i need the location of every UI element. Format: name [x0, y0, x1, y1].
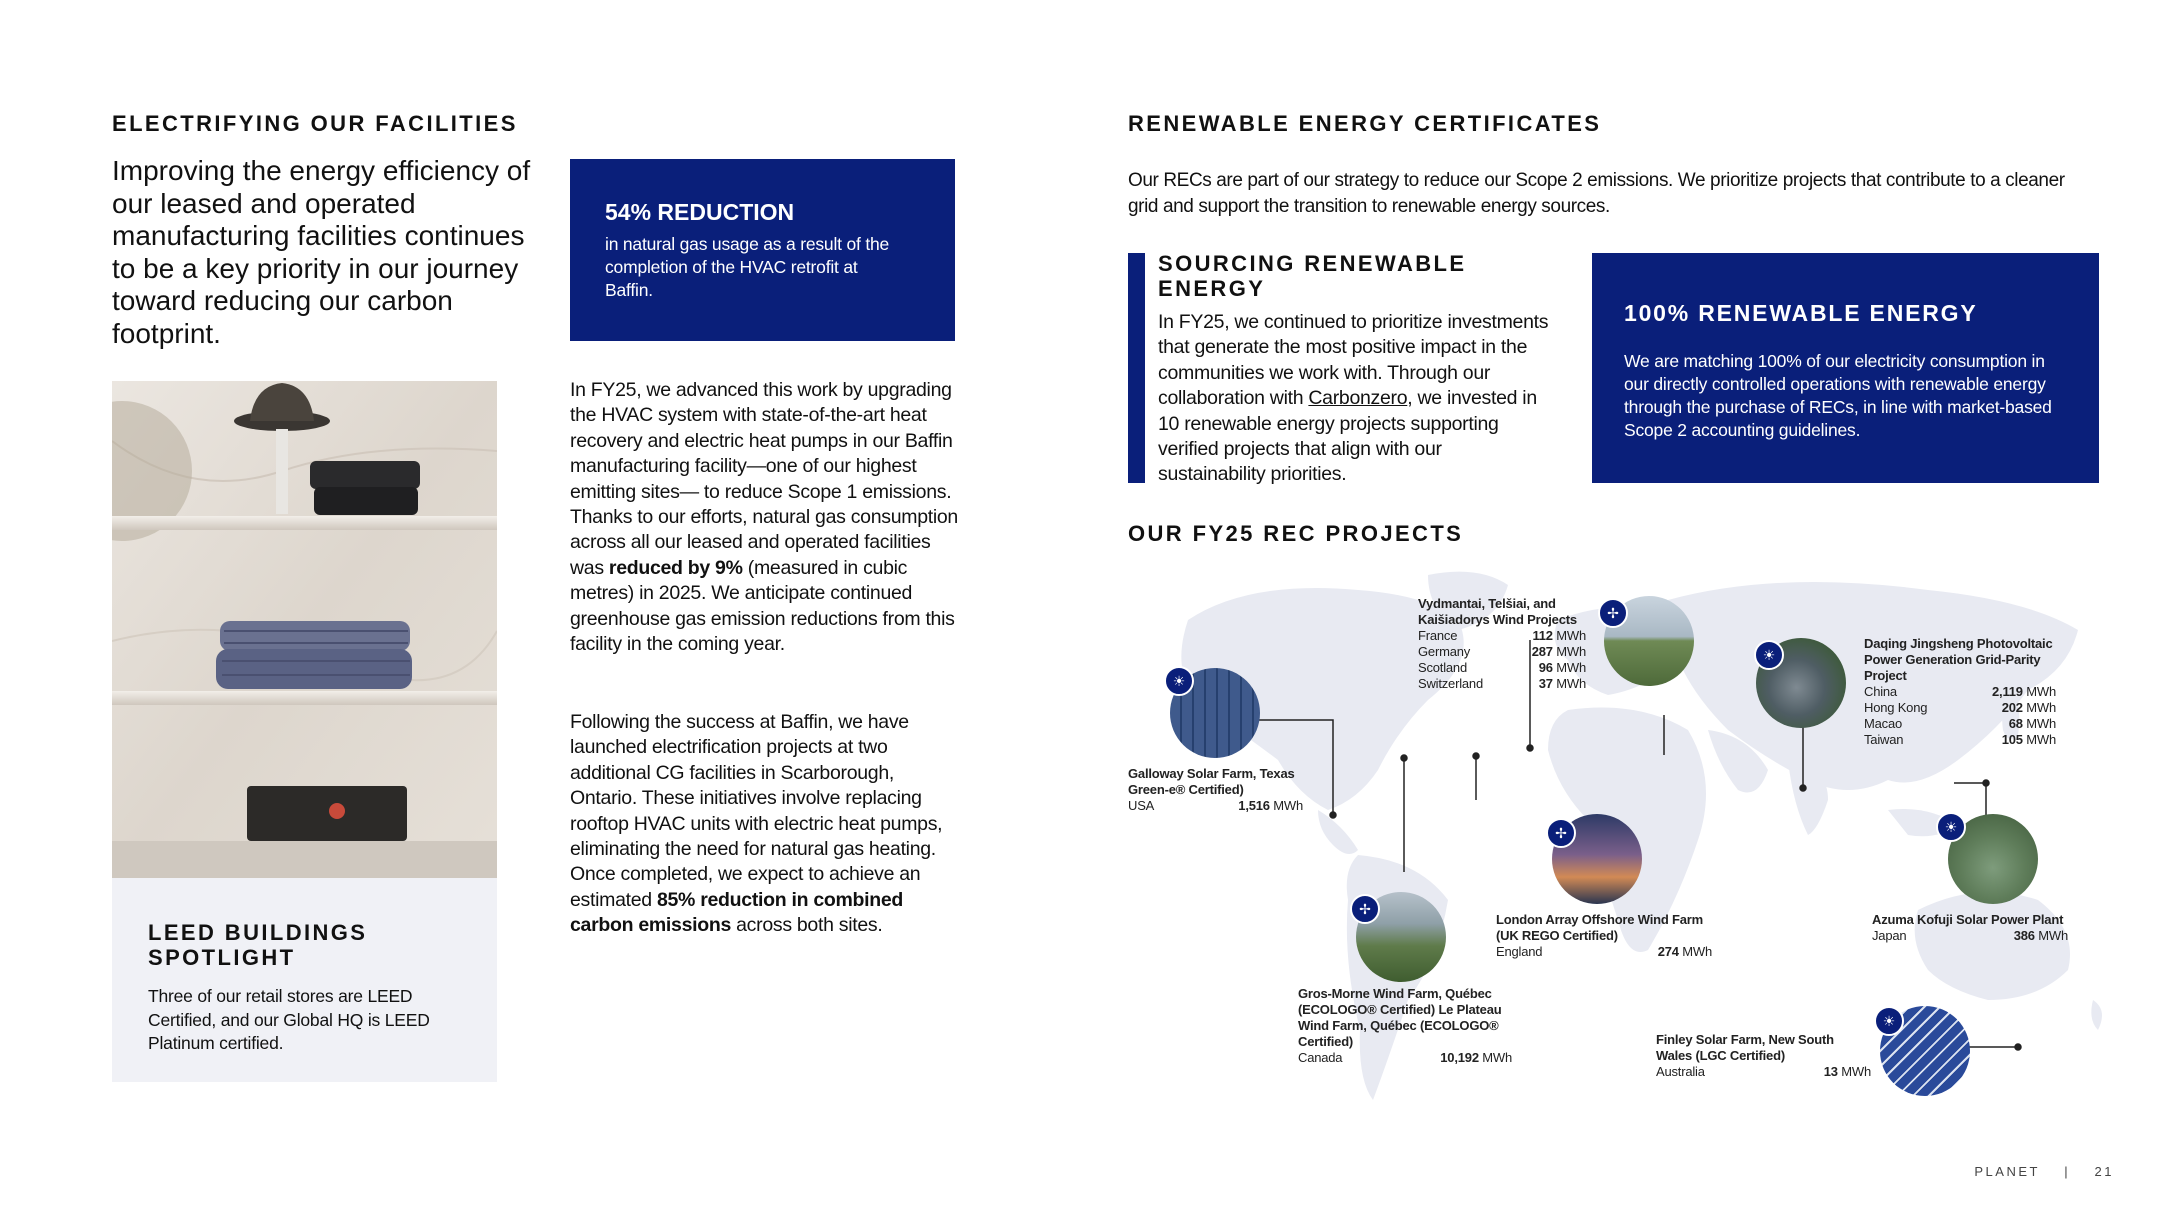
- daqing-label: Daqing Jingsheng Photovoltaic Power Generation Grid-Parity Project China 2,119 MWh Hong Kong 202 MWh Macao 68 MWh Taiwan 105 MWh: [1864, 636, 2056, 747]
- renewable-callout-text: We are matching 100% of our electricity consumption in our directly controlled operations with renewable energy through the purchase of RECs, in line with market-based Scope 2 accounting guidelines.: [1624, 351, 2052, 440]
- footer-separator: |: [2064, 1164, 2071, 1179]
- hvac-paragraph: In FY25, we advanced this work by upgrading the HVAC system with state-of-the-art heat recovery and electric heat pumps in our Baffin manufacturing facility—one of our highest emitting sites— to reduce Scope 1 emissions. Thanks to our efforts, natural gas consumption across all our leased and operated facilities was reduced by 9% (measured in cubic metres) in 2025. We anticipate continued greenhouse gas emission reductions from this facility in the coming year.: [570, 379, 958, 656]
- callout-title: 54% REDUCTION: [605, 199, 795, 225]
- recs-intro: Our RECs are part of our strategy to reduce our Scope 2 emissions. We prioritize projects that contribute to a cleaner grid and support the transition to renewable energy sources.: [1128, 170, 2065, 217]
- world-map: [1128, 560, 2118, 1130]
- galloway-label: Galloway Solar Farm, Texas Green-e® Certified) USA 1,516 MWh: [1128, 766, 1303, 813]
- electrification-paragraph: Following the success at Baffin, we have launched electrification projects at two additional CG facilities in Scarborough, Ontario. These initiatives involve replacing rooftop HVAC units with electric heat pumps, eliminating the need for natural gas heating. Once completed, we expect to achieve an estimated 85% reduction in combined carbon emissions across both sites.: [570, 711, 943, 937]
- azuma-label: Azuma Kofuji Solar Power Plant Japan 386 MWh: [1872, 912, 2068, 943]
- solar-badge: ☀: [1874, 1006, 1904, 1036]
- london-label: London Array Offshore Wind Farm (UK REGO Certified) England 274 MWh: [1496, 912, 1712, 959]
- accent-bar: [1128, 253, 1145, 483]
- solar-badge: ☀: [1164, 666, 1194, 696]
- carbonzero-link[interactable]: Carbonzero: [1308, 387, 1408, 410]
- sourcing-title: SOURCING RENEWABLE ENERGY: [1158, 251, 1467, 301]
- intro-statement: Improving the energy efficiency of our leased and operated manufacturing facilities continues to be a key priority in our journey toward reducing our carbon footprint.: [112, 155, 531, 349]
- grosmorne-label: Gros-Morne Wind Farm, Québec (ECOLOGO® Certified) Le Plateau Wind Farm, Québec (ECOLOGO® Certified) Canada 10,192 MWh: [1298, 986, 1512, 1065]
- footer-section: PLANET: [1974, 1164, 2040, 1179]
- leed-text: Three of our retail stores are LEED Certified, and our Global HQ is LEED Platinum certified.: [148, 986, 430, 1053]
- retail-store-photo: [112, 381, 497, 878]
- solar-badge: ☀: [1754, 640, 1784, 670]
- leed-spotlight-panel: [112, 878, 497, 1082]
- sourcing-text: In FY25, we continued to prioritize investments that generate the most positive impact in the communities we work with. Through our collaboration with Carbonzero, we invested in 10 renewable energy projects supporting verified projects that align with our sustainability priorities.: [1158, 311, 1549, 486]
- wind-badge: ✢: [1350, 894, 1380, 924]
- wind-badge: ✢: [1598, 598, 1628, 628]
- page-footer: [1974, 1164, 2114, 1179]
- solar-badge: ☀: [1936, 812, 1966, 842]
- leed-title: LEED BUILDINGS SPOTLIGHT: [148, 920, 368, 970]
- wind-badge: ✢: [1546, 818, 1576, 848]
- vydmantai-label: Vydmantai, Telšiai, and Kaišiadorys Wind Projects France 112 MWh Germany 287 MWh Scotland 96 MWh Switzerland 37 MWh: [1418, 596, 1586, 691]
- renewable-callout-title: 100% RENEWABLE ENERGY: [1624, 300, 1978, 326]
- section-heading-recs: RENEWABLE ENERGY CERTIFICATES: [1128, 111, 1602, 136]
- renewable-callout: [1592, 253, 2099, 483]
- reduction-callout: [570, 159, 955, 341]
- page-number: 21: [2094, 1164, 2114, 1179]
- projects-heading: OUR FY25 REC PROJECTS: [1128, 521, 1464, 546]
- section-heading-electrifying: ELECTRIFYING OUR FACILITIES: [112, 111, 518, 136]
- finley-label: Finley Solar Farm, New South Wales (LGC Certified) Australia 13 MWh: [1656, 1032, 1871, 1079]
- callout-text: in natural gas usage as a result of the completion of the HVAC retrofit at Baffin.: [605, 234, 890, 300]
